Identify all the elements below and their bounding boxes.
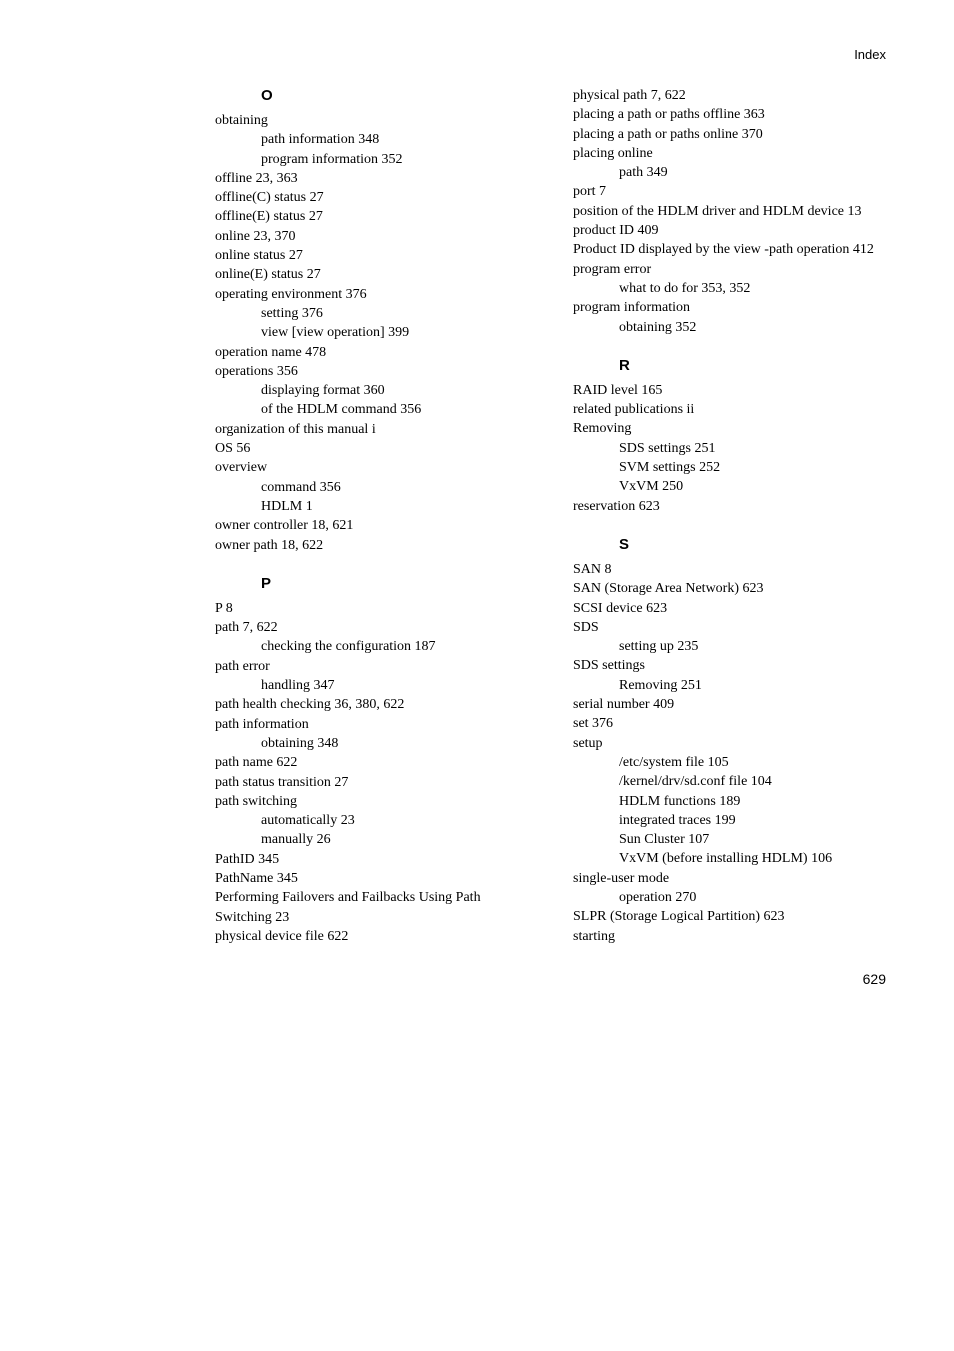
index-entry: path switching [215, 793, 298, 809]
index-subentry: checking the configuration 187 [261, 639, 436, 655]
index-subentry: command 356 [261, 479, 341, 495]
index-entry: path health checking 36, 380, 622 [215, 697, 405, 713]
index-entry: path information [215, 716, 309, 732]
index-subentry: view [view operation] 399 [261, 325, 410, 341]
index-entry: SAN 8 [573, 561, 612, 577]
index-subentry: program information 352 [261, 151, 403, 167]
index-column-right [573, 86, 893, 946]
index-subentry: obtaining 348 [261, 735, 339, 751]
index-entry: position of the HDLM driver and HDLM device 13 [573, 203, 862, 219]
index-entry: organization of this manual i [215, 421, 376, 437]
index-entry: operating environment 376 [215, 286, 367, 302]
index-entry: single-user mode [573, 870, 670, 886]
index-entry: related publications ii [573, 402, 695, 418]
index-entry: obtaining [215, 113, 268, 128]
index-subentry: automatically 23 [261, 813, 355, 829]
index-entry: operation name 478 [215, 344, 327, 360]
index-entry: serial number 409 [573, 697, 675, 713]
index-entry: path status transition 27 [215, 774, 349, 790]
index-subentry: manually 26 [261, 832, 331, 848]
index-entry: physical device file 622 [215, 928, 349, 944]
index-entry: offline(E) status 27 [215, 209, 323, 225]
index-letter-heading: R [619, 356, 630, 374]
index-subentry: /kernel/drv/sd.conf file 104 [619, 774, 772, 790]
index-subentry: of the HDLM command 356 [261, 402, 422, 418]
index-subentry: path information 348 [261, 132, 380, 148]
index-subentry: obtaining 352 [619, 319, 697, 335]
index-entry: owner controller 18, 621 [215, 518, 354, 534]
index-subentry: HDLM functions 189 [619, 793, 741, 809]
index-entry: RAID level 165 [573, 382, 663, 398]
index-entry: operations 356 [215, 363, 298, 379]
index-subentry: VxVM (before installing HDLM) 106 [619, 851, 833, 867]
index-entry: Switching 23 [215, 909, 290, 925]
index-entry: program error [573, 261, 652, 277]
index-entry: set 376 [573, 716, 614, 732]
index-entry: OS 56 [215, 441, 251, 457]
index-subentry: VxVM 250 [619, 479, 684, 495]
index-entry: online status 27 [215, 248, 303, 264]
index-subentry: path 349 [619, 165, 668, 181]
index-letter-heading: P [261, 574, 272, 592]
index-entry: online(E) status 27 [215, 267, 321, 283]
index-entry: program information [573, 300, 691, 316]
index-entry: placing a path or paths online 370 [573, 126, 763, 142]
index-entry: Product ID displayed by the view -path operation 412 [573, 242, 874, 258]
index-entry: offline(C) status 27 [215, 190, 324, 206]
index-entry: reservation 623 [573, 498, 660, 514]
index-column-left [215, 86, 515, 946]
index-entry: starting [573, 928, 615, 944]
index-subentry: SVM settings 252 [619, 460, 721, 476]
index-entry: online 23, 370 [215, 228, 296, 244]
index-entry: path name 622 [215, 755, 298, 771]
index-entry: Removing [573, 421, 632, 437]
index-entry: offline 23, 363 [215, 170, 298, 186]
index-entry: SCSI device 623 [573, 600, 668, 616]
index-entry: overview [215, 460, 268, 476]
index-subentry: handling 347 [261, 678, 335, 694]
index-subentry: displaying format 360 [261, 383, 385, 399]
index-entry: SAN (Storage Area Network) 623 [573, 581, 764, 597]
index-subentry: SDS settings 251 [619, 440, 716, 456]
index-letter-heading: S [619, 535, 630, 553]
index-entry: P 8 [215, 600, 233, 616]
index-entry: SDS [573, 619, 599, 635]
index-subentry: integrated traces 199 [619, 812, 736, 828]
index-subentry: /etc/system file 105 [619, 754, 729, 770]
index-entry: SLPR (Storage Logical Partition) 623 [573, 909, 785, 925]
index-subentry: what to do for 353, 352 [619, 280, 751, 296]
index-subentry: HDLM 1 [261, 498, 313, 514]
index-entry: physical path 7, 622 [573, 88, 686, 103]
index-entry: placing online [573, 145, 653, 161]
index-entry: PathName 345 [215, 870, 298, 886]
index-entry: placing a path or paths offline 363 [573, 107, 765, 123]
index-entry: owner path 18, 622 [215, 537, 324, 553]
index-entry: port 7 [573, 184, 607, 200]
index-subentry: setting 376 [261, 305, 323, 321]
index-entry: PathID 345 [215, 851, 280, 867]
index-letter-heading: O [261, 87, 273, 104]
index-entry: product ID 409 [573, 223, 659, 239]
index-entry: SDS settings [573, 658, 645, 674]
index-entry: path error [215, 658, 270, 674]
index-entry: Performing Failovers and Failbacks Using Path [215, 890, 481, 906]
index-subentry: Sun Cluster 107 [619, 832, 710, 848]
index-subentry: setting up 235 [619, 639, 699, 655]
page-number: 629 [862, 971, 886, 987]
index-subentry: Removing 251 [619, 677, 702, 693]
index-subentry: operation 270 [619, 889, 697, 905]
index-entry: setup [573, 735, 603, 751]
running-header: Index [854, 47, 886, 62]
index-entry: path 7, 622 [215, 620, 278, 636]
